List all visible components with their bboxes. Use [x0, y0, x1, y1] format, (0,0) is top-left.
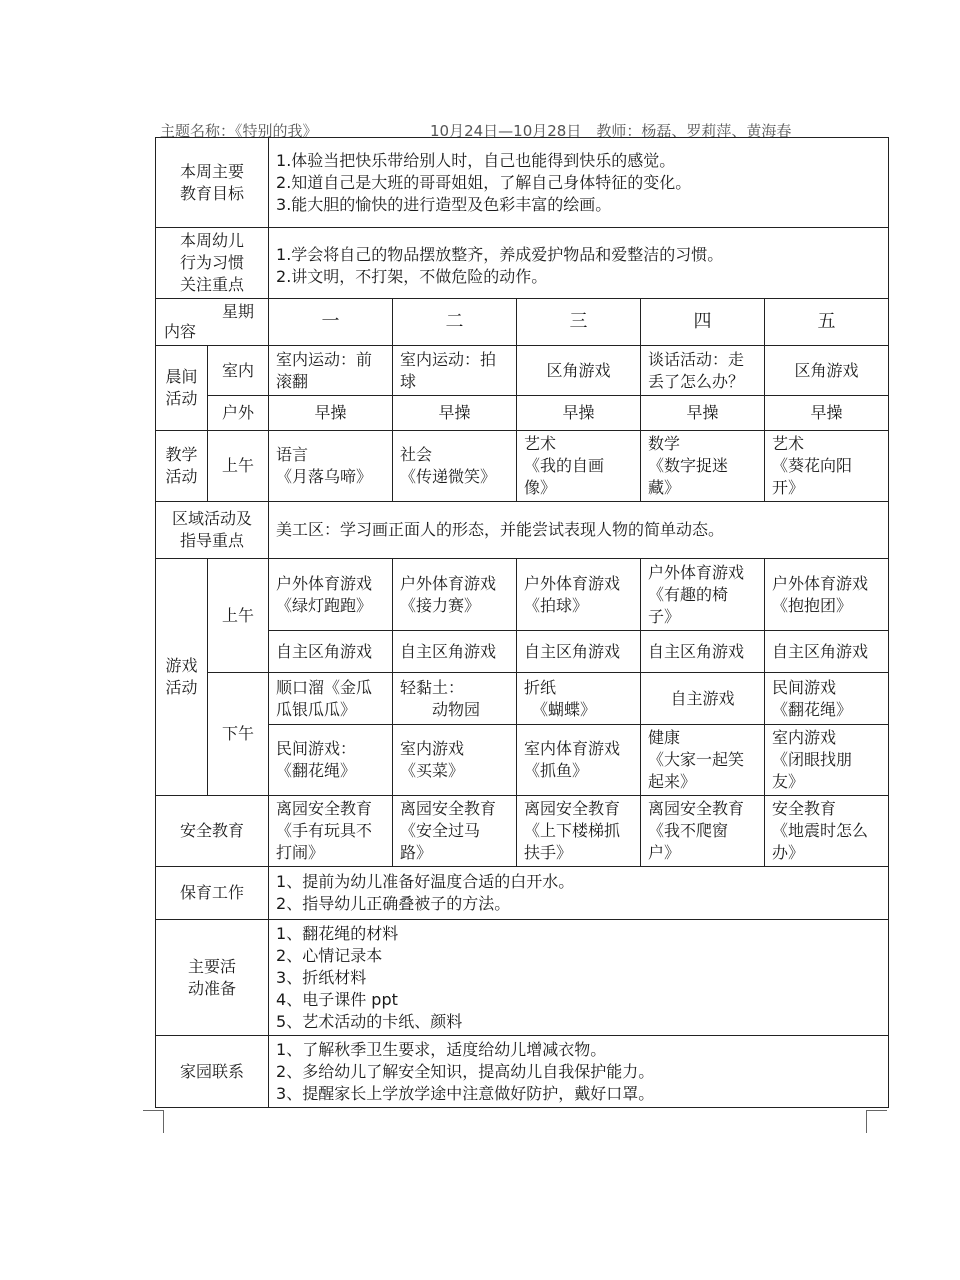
area-row [156, 502, 889, 559]
games-am-label: 上午 [208, 559, 269, 673]
games-am-cell: 自主区角游戏 [765, 631, 889, 673]
neirong-label: 内容 [164, 322, 197, 341]
games-am-cell: 自主区角游戏 [517, 631, 641, 673]
habits-text: 1.学会将自己的物品摆放整齐，养成爱护物品和爱整洁的习惯。 2.讲文明，不打架，不做危险的动作。 [269, 228, 889, 299]
teaching-row [156, 431, 889, 502]
games-am-cell: 自主区角游戏 [269, 631, 393, 673]
morning-indoor-row [156, 346, 889, 396]
games-am-row-1 [156, 559, 889, 631]
weekday-header-row [156, 299, 889, 346]
games-am-cell: 户外体育游戏 《拍球》 [517, 559, 641, 631]
games-pm-cell: 室内游戏 《闭眼找朋 友》 [765, 725, 889, 796]
games-label: 游戏 活动 [156, 559, 208, 796]
home-text: 1、了解秋季卫生要求，适度给幼儿增减衣物。 2、多给幼儿了解安全知识，提高幼儿自我保护能力。 3、提醒家长上学放学途中注意做好防护，戴好口罩。 [269, 1036, 889, 1108]
morning-outdoor-cell: 早操 [269, 396, 393, 431]
morning-indoor-label: 室内 [208, 346, 269, 396]
morning-outdoor-cell: 早操 [393, 396, 517, 431]
games-pm-cell: 折纸 《蝴蝶》 [517, 673, 641, 725]
weekday-5: 五 [765, 299, 889, 346]
safety-cell: 离园安全教育 《安全过马 路》 [393, 796, 517, 867]
teaching-cell: 数学 《数字捉迷 藏》 [641, 431, 765, 502]
teaching-cell: 语言 《月落乌啼》 [269, 431, 393, 502]
morning-indoor-cell: 室内运动：拍 球 [393, 346, 517, 396]
games-pm-cell: 轻黏土： 动物园 [393, 673, 517, 725]
morning-indoor-cell: 区角游戏 [517, 346, 641, 396]
games-pm-cell: 室内体育游戏 《抓鱼》 [517, 725, 641, 796]
morning-outdoor-cell: 早操 [641, 396, 765, 431]
weekday-1: 一 [269, 299, 393, 346]
teaching-cell: 艺术 《我的自画 像》 [517, 431, 641, 502]
weekday-3: 三 [517, 299, 641, 346]
games-pm-cell: 民间游戏： 《翻花绳》 [269, 725, 393, 796]
games-pm-cell: 民间游戏 《翻花绳》 [765, 673, 889, 725]
morning-outdoor-cell: 早操 [517, 396, 641, 431]
goals-text: 1.体验当把快乐带给别人时，自己也能得到快乐的感觉。 2.知道自己是大班的哥哥姐姐，了解自己身体特征的变化。 3.能大胆的愉快的进行造型及色彩丰富的绘画。 [269, 138, 889, 228]
games-pm-cell: 自主游戏 [641, 673, 765, 725]
goals-label: 本周主要 教育目标 [156, 138, 269, 228]
home-row [156, 1036, 889, 1108]
morning-outdoor-row [156, 396, 889, 431]
games-pm-cell: 顺口溜《金瓜 瓜银瓜瓜》 [269, 673, 393, 725]
weekly-plan-table [155, 137, 889, 1108]
prep-text: 1、翻花绳的材料 2、心情记录本 3、折纸材料 4、电子课件 ppt 5、艺术活动的卡纸、颜料 [269, 920, 889, 1036]
games-pm-label: 下午 [208, 673, 269, 796]
teaching-cell: 社会 《传递微笑》 [393, 431, 517, 502]
safety-cell: 离园安全教育 《手有玩具不 打闹》 [269, 796, 393, 867]
teaching-cell: 艺术 《葵花向阳 开》 [765, 431, 889, 502]
habits-label: 本周幼儿 行为习惯 关注重点 [156, 228, 269, 299]
games-pm-cell: 室内游戏 《买菜》 [393, 725, 517, 796]
games-am-cell: 自主区角游戏 [641, 631, 765, 673]
safety-row [156, 796, 889, 867]
safety-cell: 离园安全教育 《上下楼梯抓 扶手》 [517, 796, 641, 867]
weekday-4: 四 [641, 299, 765, 346]
games-am-cell: 户外体育游戏 《抱抱团》 [765, 559, 889, 631]
xingqi-label: 星期 [222, 302, 255, 321]
morning-outdoor-label: 户外 [208, 396, 269, 431]
care-label: 保育工作 [156, 867, 269, 920]
page-header: 主题名称：《特别的我》 10月24日—10月28日 教师：杨磊、罗莉萍、黄海春 [160, 122, 792, 138]
morning-indoor-cell: 室内运动：前 滚翻 [269, 346, 393, 396]
safety-cell: 安全教育 《地震时怎么 办》 [765, 796, 889, 867]
games-am-cell: 户外体育游戏 《绿灯跑跑》 [269, 559, 393, 631]
morning-outdoor-cell: 早操 [765, 396, 889, 431]
home-label: 家园联系 [156, 1036, 269, 1108]
morning-indoor-cell: 谈话活动：走 丢了怎么办？ [641, 346, 765, 396]
care-row [156, 867, 889, 920]
games-am-cell: 户外体育游戏 《有趣的椅 子》 [641, 559, 765, 631]
page-corner-mark-left [143, 1110, 164, 1133]
care-text: 1、提前为幼儿准备好温度合适的白开水。 2、指导幼儿正确叠被子的方法。 [269, 867, 889, 920]
games-am-cell: 户外体育游戏 《接力赛》 [393, 559, 517, 631]
morning-label: 晨间 活动 [156, 346, 208, 431]
area-label: 区域活动及 指导重点 [156, 502, 269, 559]
goals-row [156, 138, 889, 228]
page-corner-mark-right [866, 1110, 887, 1133]
morning-indoor-cell: 区角游戏 [765, 346, 889, 396]
prep-label: 主要活 动准备 [156, 920, 269, 1036]
teaching-label: 教学 活动 [156, 431, 208, 502]
games-am-cell: 自主区角游戏 [393, 631, 517, 673]
weekday-header-corner [156, 299, 269, 346]
games-pm-row-1 [156, 673, 889, 725]
area-text: 美工区：学习画正面人的形态，并能尝试表现人物的简单动态。 [269, 502, 889, 559]
safety-label: 安全教育 [156, 796, 269, 867]
games-pm-cell: 健康 《大家一起笑 起来》 [641, 725, 765, 796]
habits-row [156, 228, 889, 299]
teaching-am-label: 上午 [208, 431, 269, 502]
weekday-2: 二 [393, 299, 517, 346]
prep-row [156, 920, 889, 1036]
safety-cell: 离园安全教育 《我不爬窗 户》 [641, 796, 765, 867]
